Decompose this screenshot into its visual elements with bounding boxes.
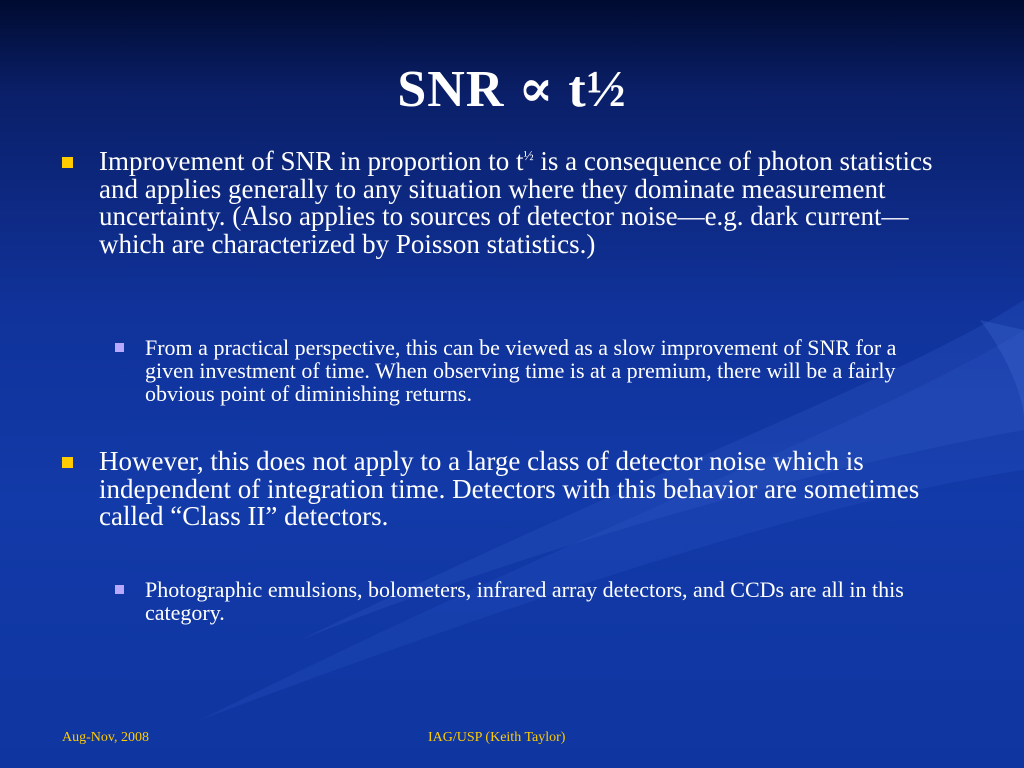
square-bullet-icon <box>115 585 124 594</box>
square-bullet-icon <box>62 157 73 168</box>
slide-title: SNR ∝ t½ <box>397 61 627 118</box>
bullet-text <box>99 148 962 258</box>
bullet-text-part: is a consequence of photon statistics and applies generally to any situation where they dominate measurement uncertainty. (Also applies to sources of detector noise—e.g. dark current—which are characterized by Poisson statistics.) <box>99 146 933 259</box>
footer-date: Aug-Nov, 2008 <box>62 730 149 745</box>
square-bullet-icon <box>62 457 73 468</box>
bullet-text-part: Improvement of SNR in proportion to t <box>99 146 524 176</box>
bullet-text: However, this does not apply to a large class of detector noise which is independent of integration time. Detectors with this behavior are sometimes called “Class II” detectors. <box>99 446 920 531</box>
superscript-half: ½ <box>523 148 534 163</box>
square-bullet-icon <box>115 343 124 352</box>
sub-bullet-text: Photographic emulsions, bolometers, infrared array detectors, and CCDs are all in this category. <box>145 577 904 625</box>
sub-bullet-text: From a practical perspective, this can be viewed as a slow improvement of SNR for a given investment of time. When observing time is at a premium, there will be a fairly obvious point of diminishing returns. <box>145 335 897 406</box>
footer-author: IAG/USP (Keith Taylor) <box>428 730 566 745</box>
